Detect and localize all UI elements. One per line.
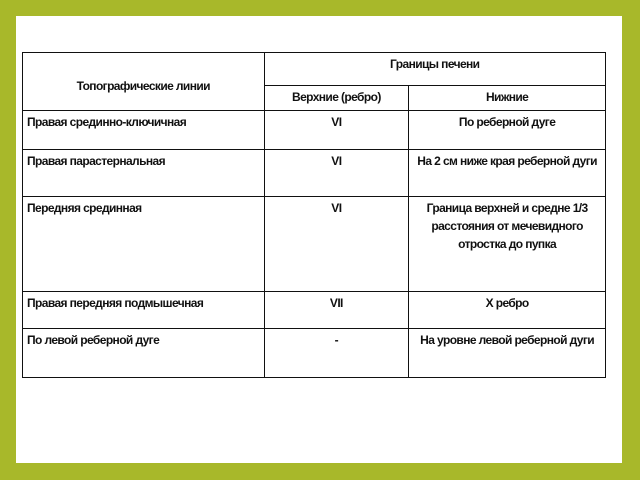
header-liver-borders: Границы печени <box>264 53 605 86</box>
row-line: По левой реберной дуге <box>23 329 265 378</box>
header-upper: Верхние (ребро) <box>264 86 409 111</box>
row-line: Передняя срединная <box>23 197 265 292</box>
row-line: Правая срединно-ключичная <box>23 111 265 150</box>
table-row <box>23 111 606 150</box>
table-row <box>23 292 606 329</box>
table-header-row <box>23 53 606 86</box>
row-upper: VI <box>264 197 409 292</box>
header-lower: Нижние <box>409 86 606 111</box>
row-lower: X ребро <box>409 292 606 329</box>
row-upper: VII <box>264 292 409 329</box>
header-topographic-lines: Топографические линии <box>23 53 265 111</box>
table-row <box>23 329 606 378</box>
row-lower: На уровне левой реберной дуги <box>409 329 606 378</box>
row-lower: Граница верхней и средне 1/3 расстояния от мечевидного отростка до пупка <box>409 197 606 292</box>
table-row <box>23 150 606 197</box>
row-upper: - <box>264 329 409 378</box>
row-line: Правая передняя подмышечная <box>23 292 265 329</box>
row-line: Правая парастернальная <box>23 150 265 197</box>
row-lower: По реберной дуге <box>409 111 606 150</box>
row-upper: VI <box>264 111 409 150</box>
table-row <box>23 197 606 292</box>
row-lower: На 2 см ниже края реберной дуги <box>409 150 606 197</box>
row-upper: VI <box>264 150 409 197</box>
liver-borders-table <box>22 52 606 378</box>
